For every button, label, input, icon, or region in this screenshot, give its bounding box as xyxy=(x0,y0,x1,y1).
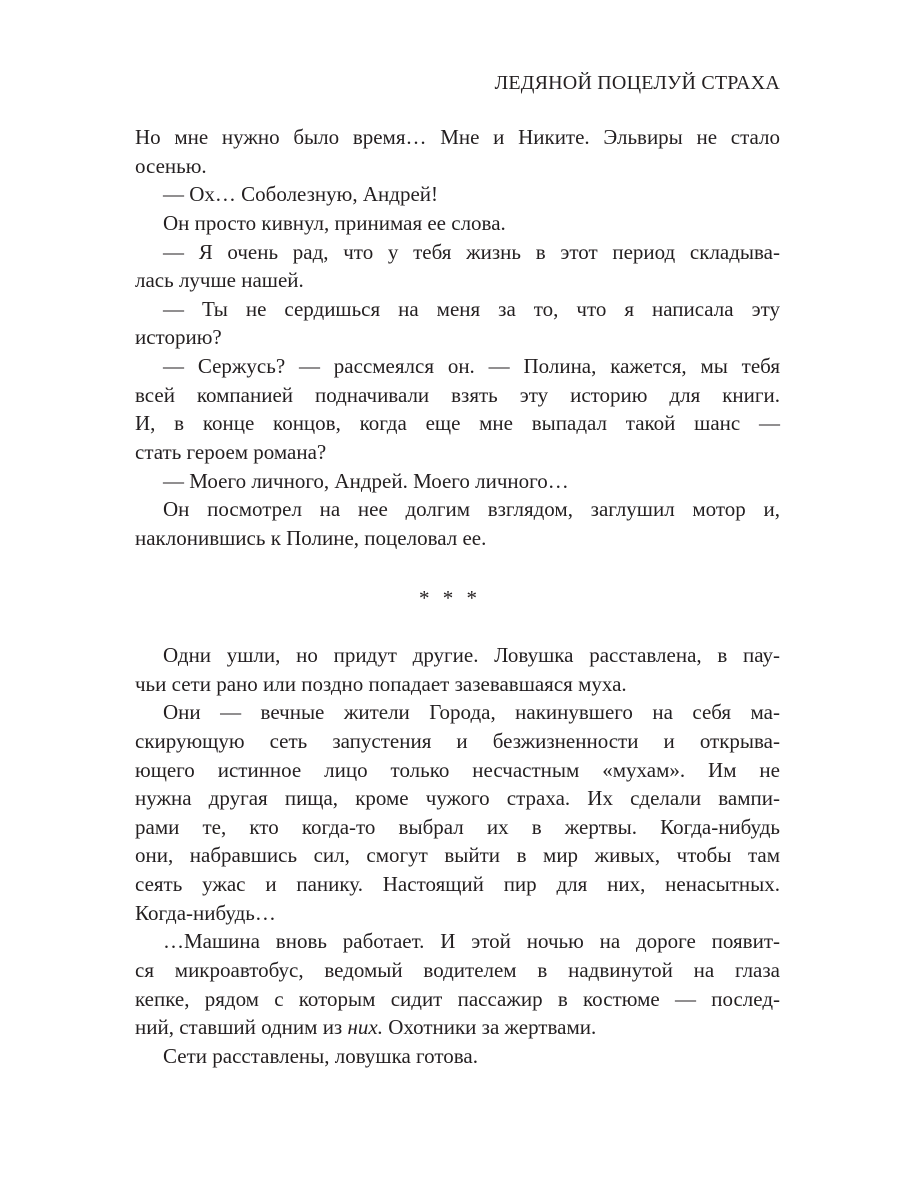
text-line: рами те, кто когда-то выбрал их в жертвы. Когда-нибудь xyxy=(135,814,780,839)
text-line: Когда-нибудь… xyxy=(135,900,276,925)
text-segment: ний, ставший одним из xyxy=(135,1015,348,1040)
text-line: Они — вечные жители Города, накинувшего на себя ма- xyxy=(163,700,780,725)
text-line: — Моего личного, Андрей. Моего личного… xyxy=(163,468,569,493)
running-header: ЛЕДЯНОЙ ПОЦЕЛУЙ СТРАХА xyxy=(494,72,780,94)
text-line: всей компанией подначивали взять эту историю для книги. xyxy=(135,382,780,407)
text-line: Сети расставлены, ловушка готова. xyxy=(163,1043,478,1068)
text-section-1 xyxy=(135,123,780,553)
section-separator: * * * xyxy=(419,586,481,610)
text-section-2 xyxy=(135,641,780,1071)
text-line: Но мне нужно было время… Мне и Никите. Эльвиры не стало xyxy=(135,125,780,149)
text-line: И, в конце концов, когда еще мне выпадал такой шанс — xyxy=(135,411,780,436)
text-line: чьи сети рано или поздно попадает зазевавшаяся муха. xyxy=(135,671,627,696)
text-line: лась лучше нашей. xyxy=(135,268,304,293)
italic-text: них. xyxy=(347,1015,383,1040)
text-line: Одни ушли, но придут другие. Ловушка расставлена, в пау- xyxy=(163,643,780,667)
text-line: …Машина вновь работает. И этой ночью на дороге появит- xyxy=(163,929,780,954)
text-segment: Охотники за жертвами. xyxy=(382,1015,597,1040)
text-line: скирующую сеть запустения и безжизненности и открыва- xyxy=(135,728,780,753)
text-line: — Ох… Соболезную, Андрей! xyxy=(163,182,438,207)
text-line: сеять ужас и панику. Настоящий пир для них, ненасытных. xyxy=(135,872,780,897)
text-line: Он посмотрел на нее долгим взглядом, заглушил мотор и, xyxy=(163,497,780,522)
text-line: осенью. xyxy=(135,153,207,178)
text-line: Он просто кивнул, принимая ее слова. xyxy=(163,210,506,235)
text-line: — Сержусь? — рассмеялся он. — Полина, кажется, мы тебя xyxy=(163,354,780,379)
text-line: ся микроавтобус, ведомый водителем в надвинутой на глаза xyxy=(135,958,780,983)
text-line: наклонившись к Полине, поцеловал ее. xyxy=(135,525,487,550)
text-line: историю? xyxy=(135,325,222,350)
text-line: стать героем романа? xyxy=(135,440,327,465)
text-line: — Я очень рад, что у тебя жизнь в этот период складыва- xyxy=(163,239,780,264)
text-line xyxy=(135,1013,780,1042)
text-line: они, набравшись сил, смогут выйти в мир живых, чтобы там xyxy=(135,843,780,868)
text-line: кепке, рядом с которым сидит пассажир в костюме — послед- xyxy=(135,986,780,1011)
text-line: ющего истинное лицо только несчастным «мухам». Им не xyxy=(135,757,780,782)
text-line: — Ты не сердишься на меня за то, что я написала эту xyxy=(163,296,780,321)
text-line: нужна другая пища, кроме чужого страха. Их сделали вампи- xyxy=(135,786,780,811)
